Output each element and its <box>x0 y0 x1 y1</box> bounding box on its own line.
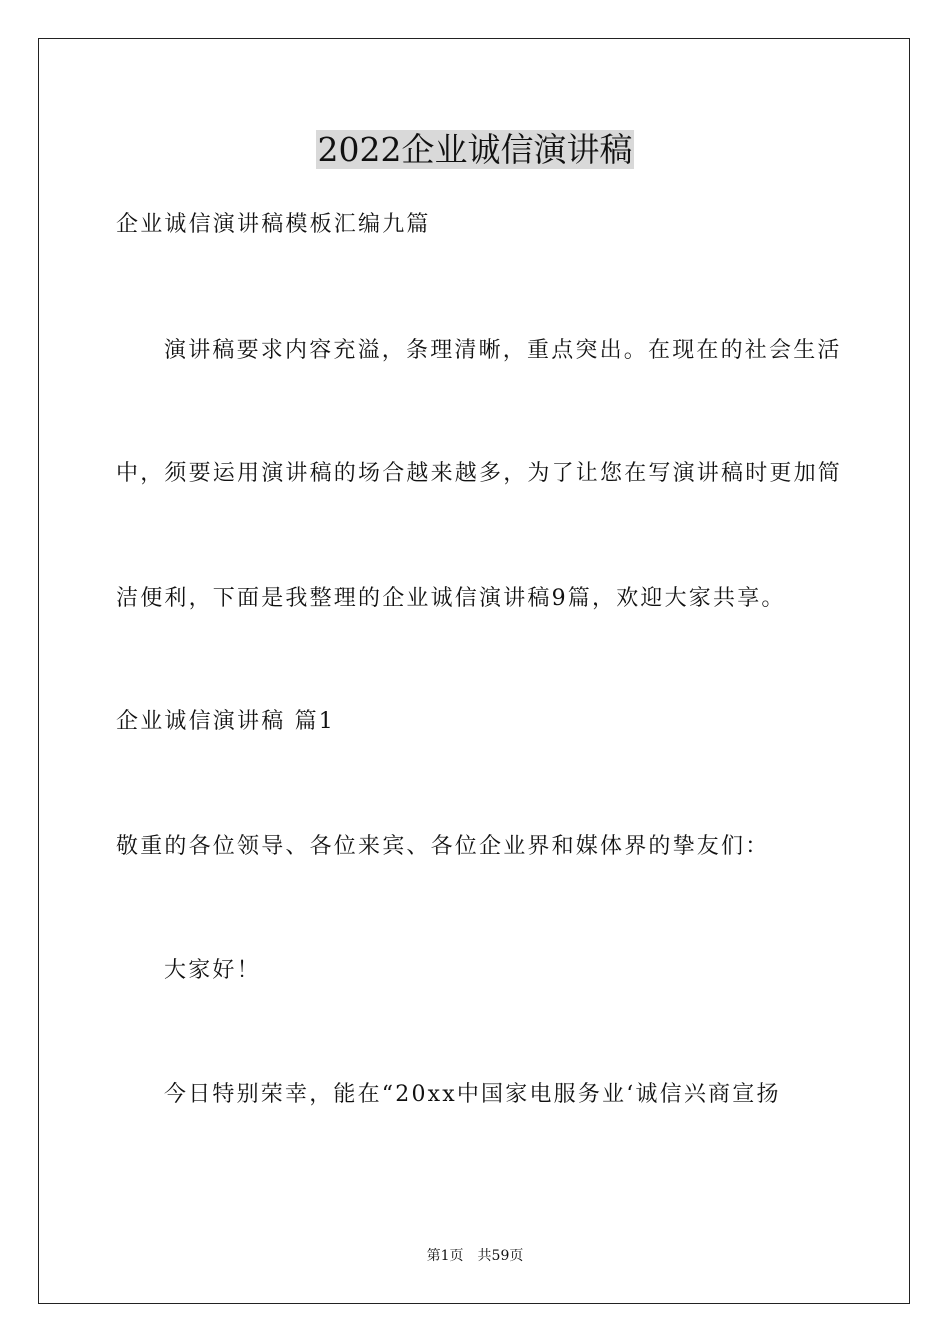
section-heading: 企业诚信演讲稿 篇1 <box>116 709 335 734</box>
body-line: 今日特别荣幸，能在“20xx中国家电服务业‘诚信兴商宣扬 <box>164 1082 781 1107</box>
greeting-line: 大家好！ <box>164 958 261 983</box>
paragraph-line-3: 洁便利，下面是我整理的企业诚信演讲稿9篇，欢迎大家共享。 <box>116 586 786 611</box>
document-subtitle: 企业诚信演讲稿模板汇编九篇 <box>116 212 431 237</box>
paragraph-line-1: 演讲稿要求内容充溢，条理清晰，重点突出。在现在的社会生活 <box>164 338 842 363</box>
page-number-total: 共59页 <box>477 1248 524 1264</box>
page-footer <box>0 1247 950 1265</box>
paragraph-line-2: 中，须要运用演讲稿的场合越来越多，为了让您在写演讲稿时更加简 <box>116 461 843 486</box>
document-title <box>0 128 950 172</box>
salutation-line: 敬重的各位领导、各位来宾、各位企业界和媒体界的挚友们： <box>116 834 770 859</box>
page-number-current: 第1页 <box>426 1248 464 1264</box>
document-title-text: 2022企业诚信演讲稿 <box>317 130 633 169</box>
